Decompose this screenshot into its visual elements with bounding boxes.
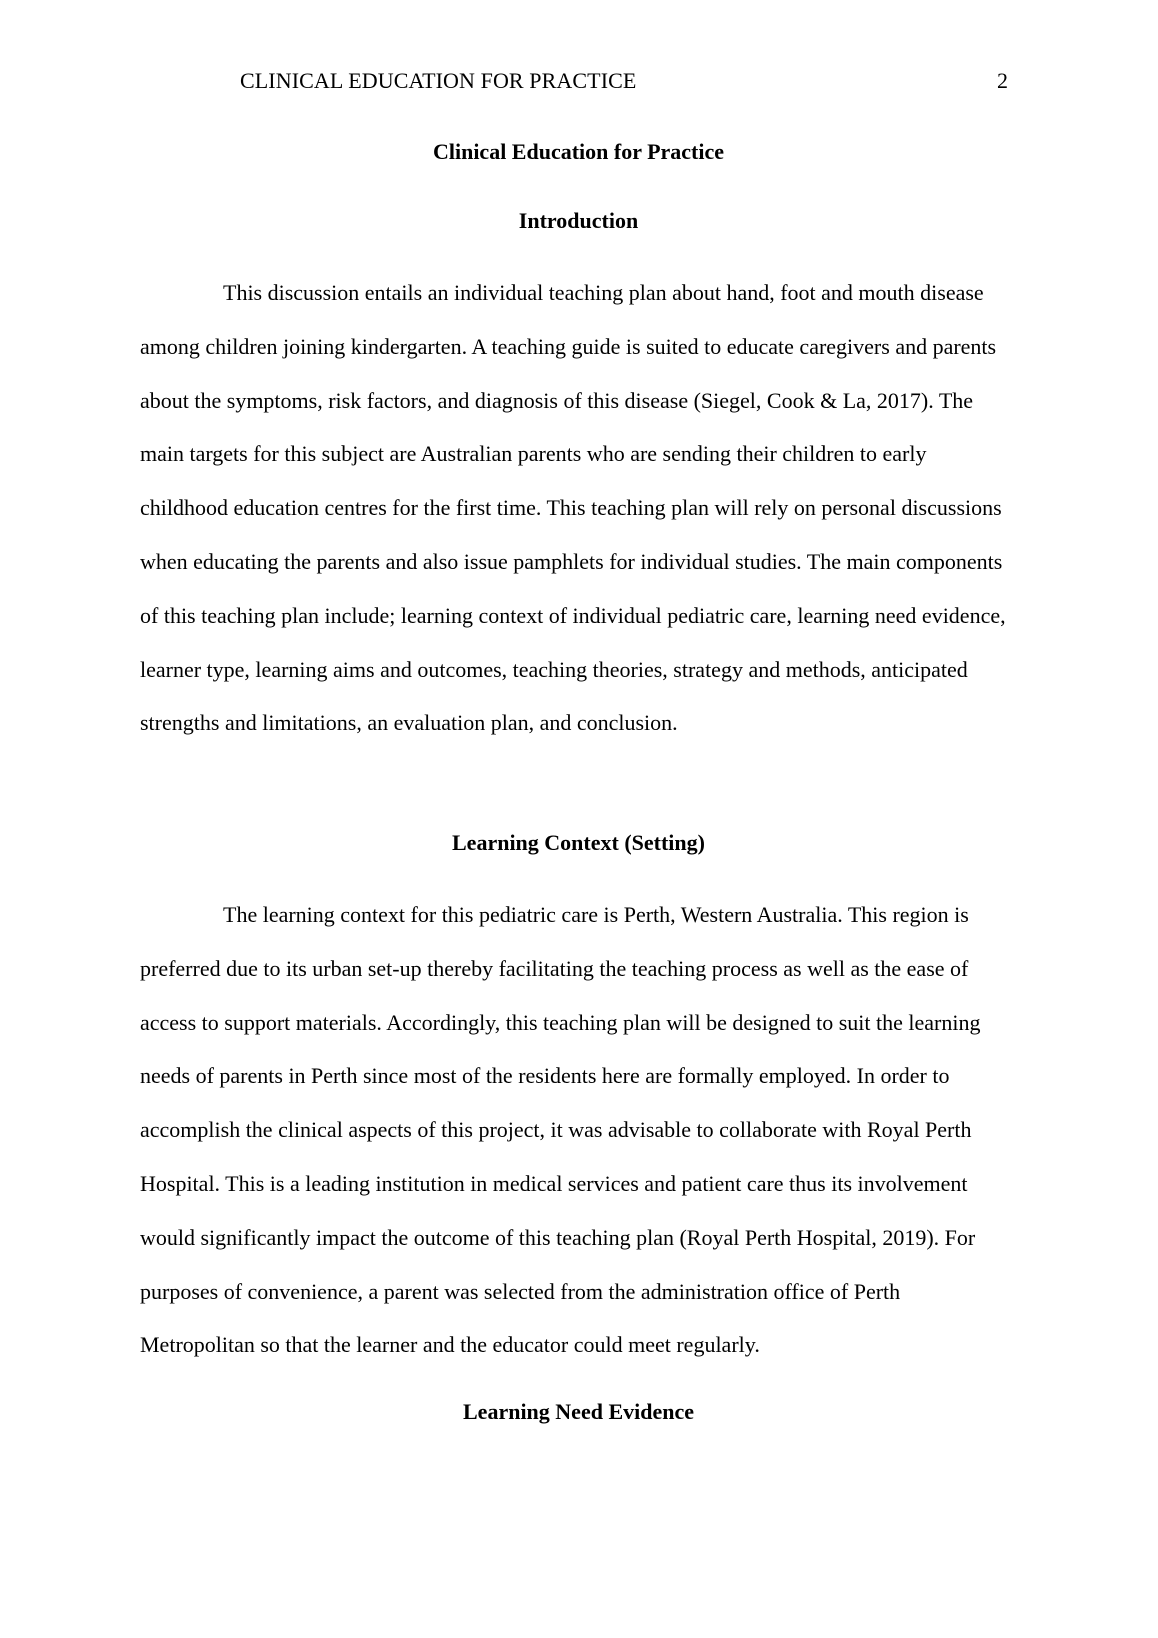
section-heading-introduction: Introduction: [518, 208, 639, 233]
document-title: Clinical Education for Practice: [432, 139, 725, 164]
section-heading-learning-need-evidence: Learning Need Evidence: [463, 1399, 694, 1424]
running-head: CLINICAL EDUCATION FOR PRACTICE: [240, 68, 637, 93]
section-heading-learning-context: Learning Context (Setting): [452, 830, 705, 855]
learning-context-paragraph: The learning context for this pediatric care is Perth, Western Australia. This region is preferred due to its urban set-up thereby facilitating the teaching process as well as the ease of access to support materials. Accordingly, this teaching plan will be designed to suit the learning needs of parents in Perth since most of the residents here are formally employed. In order to accomplish the clinical aspects of this project, it was advisable to collaborate with Royal Perth Hospital. This is a leading institution in medical services and patient care thus its involvement would significantly impact the outcome of this teaching plan (Royal Perth Hospital, 2019). For purposes of convenience, a parent was selected from the administration office of Perth Metropolitan so that the learner and the educator could meet regularly.: [140, 902, 981, 1358]
page-number: 2: [997, 68, 1008, 93]
introduction-paragraph: This discussion entails an individual teaching plan about hand, foot and mouth disease among children joining kindergarten. A teaching guide is suited to educate caregivers and parents about the symptoms, risk factors, and diagnosis of this disease (Siegel, Cook & La, 2017). The main targets for this subject are Australian parents who are sending their children to early childhood education centres for the first time. This teaching plan will rely on personal discussions when educating the parents and also issue pamphlets for individual studies. The main components of this teaching plan include; learning context of individual pediatric care, learning need evidence, learner type, learning aims and outcomes, teaching theories, strategy and methods, anticipated strengths and limitations, an evaluation plan, and conclusion.: [140, 280, 1006, 736]
